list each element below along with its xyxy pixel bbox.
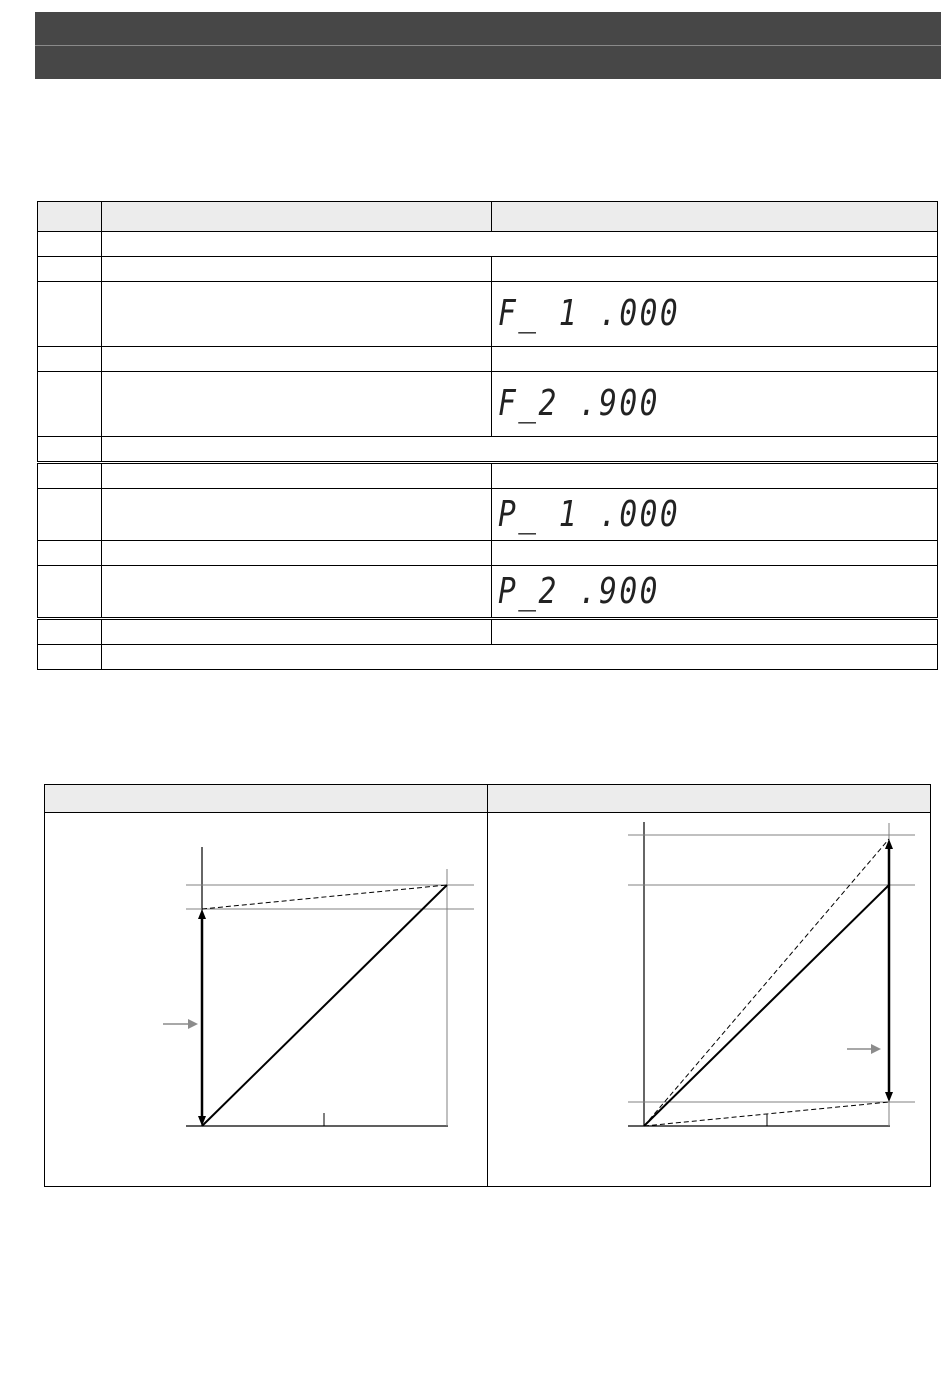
corrected-dashed-line (644, 839, 889, 1126)
table-row (38, 232, 938, 257)
table-row (38, 257, 938, 282)
step-number (38, 566, 102, 619)
table-row (38, 463, 938, 489)
step-description (102, 619, 492, 645)
step-description (102, 541, 492, 566)
lcd-readout: P_ 1 .000 (498, 493, 681, 535)
correction-dashed-line (202, 885, 447, 909)
column-header-step (38, 202, 102, 232)
page-header-bar-bottom (35, 46, 941, 79)
table-row (38, 645, 938, 670)
table-header-row (38, 202, 938, 232)
step-description (102, 645, 938, 670)
step-description (102, 372, 492, 437)
step-description (102, 489, 492, 541)
step-description (102, 232, 938, 257)
table-row (38, 372, 938, 437)
right-graph (488, 813, 930, 1185)
step-description (102, 347, 492, 372)
step-display (492, 566, 938, 619)
step-display (492, 347, 938, 372)
table-row (38, 282, 938, 347)
span-arrow-icon (885, 839, 893, 1102)
table-row (38, 541, 938, 566)
step-display (492, 282, 938, 347)
page-header-bar-top (35, 12, 941, 45)
step-description (102, 257, 492, 282)
pointer-arrow-icon (163, 1019, 198, 1029)
lcd-readout: F_ 1 .000 (498, 293, 681, 334)
column-header-operation (102, 202, 492, 232)
table-row (38, 347, 938, 372)
characteristic-line (644, 885, 889, 1126)
step-number (38, 619, 102, 645)
lcd-readout: F_2 .900 (498, 383, 660, 424)
step-description (102, 463, 492, 489)
step-display (492, 372, 938, 437)
span-arrow-icon (198, 909, 206, 1126)
procedure-table (37, 201, 938, 670)
diagram-heading-left (45, 785, 487, 813)
step-description (102, 566, 492, 619)
step-number (38, 645, 102, 670)
step-number (38, 489, 102, 541)
step-number (38, 463, 102, 489)
table-row (38, 619, 938, 645)
calibration-diagram-box (44, 784, 931, 1187)
step-display (492, 463, 938, 489)
step-number (38, 232, 102, 257)
step-number (38, 257, 102, 282)
table-row (38, 437, 938, 463)
step-display (492, 489, 938, 541)
characteristic-line (202, 885, 447, 1126)
step-number (38, 372, 102, 437)
left-graph (45, 813, 487, 1185)
step-description (102, 437, 938, 463)
step-display (492, 619, 938, 645)
table-row (38, 489, 938, 541)
lcd-readout: P_2 .900 (498, 570, 660, 612)
table-row (38, 566, 938, 619)
step-number (38, 282, 102, 347)
column-header-display (492, 202, 938, 232)
pointer-arrow-icon (847, 1044, 881, 1054)
step-number (38, 541, 102, 566)
step-description (102, 282, 492, 347)
step-display (492, 541, 938, 566)
diagram-heading-right (488, 785, 930, 813)
step-number (38, 437, 102, 463)
step-number (38, 347, 102, 372)
step-display (492, 257, 938, 282)
